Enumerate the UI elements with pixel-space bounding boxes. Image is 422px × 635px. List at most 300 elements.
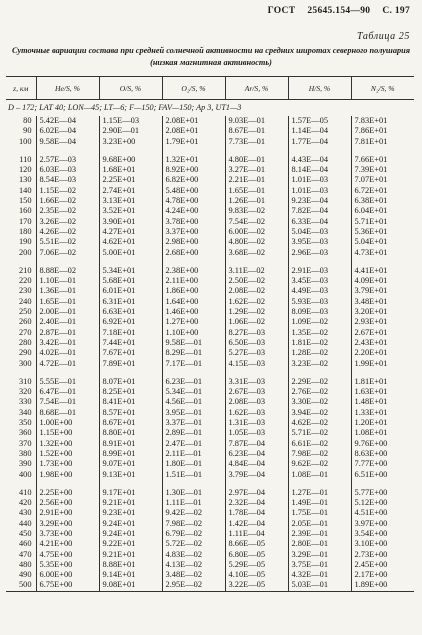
value-cell: 1.66E—02 (36, 196, 99, 206)
spacer-cell (288, 258, 351, 266)
value-cell: 7.86E+01 (351, 126, 414, 136)
value-cell: 2.97E—04 (225, 488, 288, 498)
value-cell: 1.06E—02 (225, 317, 288, 327)
altitude-cell: 200 (18, 247, 32, 257)
value-cell: 4.09E+01 (351, 276, 414, 286)
col-header-he: He/S, % (36, 77, 99, 100)
value-cell: 7.17E—01 (162, 359, 225, 369)
value-cell: 3.29E—01 (288, 550, 351, 560)
value-cell: 7.07E+01 (351, 175, 414, 185)
value-cell: 1.15E—03 (99, 116, 162, 126)
value-cell: 2.87E—01 (36, 328, 99, 338)
spacer-cell (288, 147, 351, 155)
spacer-cell (162, 147, 225, 155)
value-cell: 2.35E—02 (36, 206, 99, 216)
value-cell: 2.39E—01 (288, 529, 351, 539)
value-cell: 6.75E+00 (36, 580, 99, 590)
value-cell: 1.27E+00 (162, 317, 225, 327)
value-cell: 1.89E+00 (351, 580, 414, 590)
value-cell: 2.47E—01 (162, 439, 225, 449)
value-cell: 3.26E—02 (36, 217, 99, 227)
value-cell: 4.51E+00 (351, 508, 414, 518)
spacer-cell (6, 258, 36, 266)
value-cell: 3.54E+00 (351, 529, 414, 539)
value-cell: 4.15E—03 (225, 359, 288, 369)
value-cell: 1.73E+00 (36, 459, 99, 469)
value-cell: 8.88E—02 (36, 266, 99, 276)
value-cell: 8.67E+01 (99, 418, 162, 428)
altitude-cell: 500 (18, 580, 32, 590)
value-cell: 6.82E+00 (162, 175, 225, 185)
value-cell: 1.32E+00 (36, 439, 99, 449)
table-row (6, 126, 414, 136)
value-cell: 4.62E—02 (288, 418, 351, 428)
table-row (6, 338, 414, 348)
table-row (6, 539, 414, 549)
altitude-cell: 220 (18, 276, 32, 286)
value-cell: 6.01E+01 (99, 286, 162, 296)
value-cell: 7.98E—02 (288, 449, 351, 459)
value-cell: 1.79E+01 (162, 137, 225, 147)
value-cell: 1.01E—03 (288, 175, 351, 185)
value-cell: 1.28E—02 (288, 348, 351, 358)
value-cell: 5.42E—04 (36, 116, 99, 126)
value-cell: 2.20E+01 (351, 348, 414, 358)
altitude-cell: 310 (18, 376, 32, 386)
altitude-cell: 190 (18, 237, 32, 247)
value-cell: 4.43E—04 (288, 155, 351, 165)
condition-text: D – 172; LAT 40; LON—45; LT—6; F—150; FAV—150; Ap 3, UT1—3 (8, 103, 242, 112)
spacer-cell (36, 369, 99, 377)
value-cell: 3.22E—05 (225, 580, 288, 590)
table-row (6, 348, 414, 358)
value-cell: 9.23E—04 (288, 196, 351, 206)
value-cell: 9.42E—02 (162, 508, 225, 518)
spacer-cell (351, 369, 414, 377)
value-cell: 2.00E—01 (36, 307, 99, 317)
value-cell: 9.14E+01 (99, 570, 162, 580)
value-cell: 1.10E+00 (162, 328, 225, 338)
value-cell: 9.13E+01 (99, 470, 162, 480)
value-cell: 2.90E—01 (99, 126, 162, 136)
value-cell: 6.02E—04 (36, 126, 99, 136)
value-cell: 7.73E—01 (225, 137, 288, 147)
altitude-cell: 260 (18, 317, 32, 327)
altitude-cell: 360 (18, 428, 32, 438)
value-cell: 8.54E—03 (36, 175, 99, 185)
altitude-cell: 410 (18, 487, 32, 497)
value-cell: 2.91E—03 (288, 266, 351, 276)
value-cell: 2.32E—04 (225, 498, 288, 508)
value-cell: 6.92E+01 (99, 317, 162, 327)
value-cell: 4.80E—02 (225, 237, 288, 247)
table-row (6, 186, 414, 196)
value-cell: 1.51E—01 (162, 470, 225, 480)
table-row (6, 217, 414, 227)
altitude-cell: 370 (18, 438, 32, 448)
value-cell: 2.38E+00 (162, 266, 225, 276)
value-cell: 5.48E+00 (162, 186, 225, 196)
value-cell: 3.73E+00 (36, 529, 99, 539)
value-cell: 1.52E+00 (36, 449, 99, 459)
value-cell: 2.11E+00 (162, 276, 225, 286)
value-cell: 2.56E+00 (36, 498, 99, 508)
value-cell: 7.89E+01 (99, 359, 162, 369)
value-cell: 6.31E+01 (99, 297, 162, 307)
value-cell: 1.26E—01 (225, 196, 288, 206)
value-cell: 2.08E—03 (225, 397, 288, 407)
value-cell: 7.77E+00 (351, 459, 414, 469)
altitude-cell: 240 (18, 296, 32, 306)
table-row (6, 397, 414, 407)
value-cell: 8.66E—05 (225, 539, 288, 549)
table-row (6, 175, 414, 185)
altitude-cell: 350 (18, 418, 32, 428)
value-cell: 3.23E+00 (99, 137, 162, 147)
value-cell: 5.36E+01 (351, 227, 414, 237)
spacer-cell (288, 369, 351, 377)
value-cell: 6.23E—04 (225, 449, 288, 459)
col-header-z: z, км (6, 77, 36, 100)
altitude-cell: 90 (23, 126, 32, 136)
value-cell: 1.65E—01 (225, 186, 288, 196)
value-cell: 4.02E—01 (36, 348, 99, 358)
value-cell: 1.49E—01 (288, 498, 351, 508)
value-cell: 6.47E—01 (36, 387, 99, 397)
value-cell: 1.15E+00 (36, 428, 99, 438)
altitude-cell: 110 (19, 154, 32, 164)
value-cell: 4.84E—04 (225, 459, 288, 469)
value-cell: 6.80E—05 (225, 550, 288, 560)
value-cell: 8.09E—03 (288, 307, 351, 317)
spacer-cell (99, 480, 162, 488)
value-cell: 7.81E+01 (351, 137, 414, 147)
value-cell: 1.30E—01 (162, 488, 225, 498)
value-cell: 8.91E+01 (99, 439, 162, 449)
value-cell: 5.35E+00 (36, 560, 99, 570)
value-cell: 4.75E+00 (36, 550, 99, 560)
spacer-cell (351, 258, 414, 266)
altitude-cell: 80 (23, 116, 32, 125)
value-cell: 6.79E—02 (162, 529, 225, 539)
value-cell: 6.50E—03 (225, 338, 288, 348)
value-cell: 2.08E—02 (225, 286, 288, 296)
table-row (6, 408, 414, 418)
table-row (6, 418, 414, 428)
value-cell: 1.46E+00 (162, 307, 225, 317)
col-header-n2: N₂/S, % (351, 77, 414, 100)
value-cell: 2.68E+00 (162, 248, 225, 258)
spacer-cell (225, 147, 288, 155)
value-cell: 5.04E—03 (288, 227, 351, 237)
header-row (6, 77, 414, 100)
value-cell: 5.55E—01 (36, 377, 99, 387)
altitude-cell: 380 (18, 448, 32, 458)
value-cell: 1.42E—04 (225, 519, 288, 529)
spacer-cell (162, 369, 225, 377)
altitude-cell: 320 (18, 387, 32, 397)
altitude-cell: 130 (18, 175, 32, 185)
table-row (6, 488, 414, 498)
value-cell: 7.83E+01 (351, 116, 414, 126)
value-cell: 1.80E—01 (162, 459, 225, 469)
value-cell: 2.80E—01 (288, 539, 351, 549)
col-header-o: O/S, % (99, 77, 162, 100)
value-cell: 1.15E—02 (36, 186, 99, 196)
table-row (6, 580, 414, 590)
value-cell: 2.98E+00 (162, 237, 225, 247)
value-cell: 3.79E—04 (225, 470, 288, 480)
table-row (6, 508, 414, 518)
col-header-h: H/S, % (288, 77, 351, 100)
altitude-cell: 340 (18, 407, 32, 417)
altitude-cell: 290 (18, 348, 32, 358)
value-cell: 5.51E—02 (36, 237, 99, 247)
table-row (6, 227, 414, 237)
spacer-cell (6, 480, 36, 488)
value-cell: 2.43E+01 (351, 338, 414, 348)
value-cell: 2.50E—02 (225, 276, 288, 286)
value-cell: 2.45E+00 (351, 560, 414, 570)
altitude-cell: 150 (18, 196, 32, 206)
value-cell: 9.21E+01 (99, 550, 162, 560)
value-cell: 1.31E—03 (225, 418, 288, 428)
value-cell: 8.67E—01 (225, 126, 288, 136)
group-spacer (6, 147, 414, 155)
col-header-o2: O₂/S, % (162, 77, 225, 100)
value-cell: 6.61E—02 (288, 439, 351, 449)
value-cell: 8.68E—01 (36, 408, 99, 418)
value-cell: 9.58E—04 (36, 137, 99, 147)
value-cell: 1.35E—02 (288, 328, 351, 338)
value-cell: 6.04E+01 (351, 206, 414, 216)
value-cell: 5.34E+01 (99, 266, 162, 276)
table-row (6, 470, 414, 480)
value-cell: 3.13E+01 (99, 196, 162, 206)
value-cell: 5.34E—01 (162, 387, 225, 397)
value-cell: 3.11E—02 (225, 266, 288, 276)
table-row (6, 498, 414, 508)
table-row (6, 248, 414, 258)
value-cell: 3.97E+00 (351, 519, 414, 529)
value-cell: 2.17E+00 (351, 570, 414, 580)
table-row (6, 387, 414, 397)
value-cell: 4.32E—01 (288, 570, 351, 580)
value-cell: 7.18E+01 (99, 328, 162, 338)
value-cell: 9.07E+01 (99, 459, 162, 469)
value-cell: 5.03E—01 (288, 580, 351, 590)
value-cell: 1.11E—01 (162, 498, 225, 508)
table-row (6, 276, 414, 286)
value-cell: 7.87E—04 (225, 439, 288, 449)
value-cell: 7.54E—02 (225, 217, 288, 227)
value-cell: 3.95E—01 (162, 408, 225, 418)
table-row (6, 377, 414, 387)
table-row (6, 459, 414, 469)
altitude-cell: 420 (18, 498, 32, 508)
value-cell: 5.00E+01 (99, 248, 162, 258)
altitude-cell: 100 (18, 136, 32, 146)
spacer-cell (162, 258, 225, 266)
value-cell: 8.41E+01 (99, 397, 162, 407)
value-cell: 2.74E+01 (99, 186, 162, 196)
value-cell: 6.03E—03 (36, 165, 99, 175)
value-cell: 2.21E—01 (225, 175, 288, 185)
value-cell: 3.94E—02 (288, 408, 351, 418)
value-cell: 2.25E+01 (99, 175, 162, 185)
table-row (6, 116, 414, 126)
value-cell: 2.11E—01 (162, 449, 225, 459)
value-cell: 9.83E—02 (225, 206, 288, 216)
value-cell: 8.92E+00 (162, 165, 225, 175)
value-cell: 3.45E—03 (288, 276, 351, 286)
value-cell: 8.88E+01 (99, 560, 162, 570)
spacer-cell (351, 147, 414, 155)
altitude-cell: 170 (18, 216, 32, 226)
value-cell: 6.51E+00 (351, 470, 414, 480)
spacer-cell (162, 480, 225, 488)
altitude-cell: 230 (18, 286, 32, 296)
table-row (6, 297, 414, 307)
spacer-cell (99, 258, 162, 266)
value-cell: 5.12E+00 (351, 498, 414, 508)
value-cell: 4.26E—02 (36, 227, 99, 237)
value-cell: 4.13E—02 (162, 560, 225, 570)
value-cell: 3.29E+00 (36, 519, 99, 529)
table-label: Таблица 25 (357, 31, 410, 42)
value-cell: 6.00E+00 (36, 570, 99, 580)
value-cell: 1.08E—01 (288, 470, 351, 480)
value-cell: 3.10E+00 (351, 539, 414, 549)
value-cell: 7.44E+01 (99, 338, 162, 348)
value-cell: 3.75E—01 (288, 560, 351, 570)
value-cell: 1.81E+01 (351, 377, 414, 387)
value-cell: 3.37E—01 (162, 418, 225, 428)
value-cell: 1.33E+01 (351, 408, 414, 418)
value-cell: 2.08E+01 (162, 126, 225, 136)
value-cell: 1.11E—04 (225, 529, 288, 539)
value-cell: 3.48E—02 (162, 570, 225, 580)
value-cell: 1.29E—02 (225, 307, 288, 317)
value-cell: 5.93E—03 (288, 297, 351, 307)
value-cell: 8.27E—03 (225, 328, 288, 338)
table-row (6, 317, 414, 327)
value-cell: 1.77E—04 (288, 137, 351, 147)
altitude-cell: 210 (18, 265, 32, 275)
value-cell: 1.08E+01 (351, 428, 414, 438)
value-cell: 4.56E—01 (162, 397, 225, 407)
value-cell: 3.95E—03 (288, 237, 351, 247)
value-cell: 1.27E—01 (288, 488, 351, 498)
altitude-cell: 440 (18, 518, 32, 528)
altitude-cell: 120 (18, 165, 32, 175)
value-cell: 4.10E—05 (225, 570, 288, 580)
value-cell: 4.73E+01 (351, 248, 414, 258)
value-cell: 8.57E+01 (99, 408, 162, 418)
value-cell: 1.86E+00 (162, 286, 225, 296)
header-number: 25645.154—90 (307, 6, 371, 16)
value-cell: 1.62E—02 (225, 297, 288, 307)
header-gost: ГОСТ (267, 6, 296, 16)
spacer-cell (225, 369, 288, 377)
value-cell: 6.38E+01 (351, 196, 414, 206)
altitude-cell: 400 (18, 469, 32, 479)
value-cell: 8.07E+01 (99, 377, 162, 387)
table-body (6, 100, 414, 591)
value-cell: 2.93E+01 (351, 317, 414, 327)
altitude-cell: 430 (18, 508, 32, 518)
value-cell: 9.08E+01 (99, 580, 162, 590)
value-cell: 2.05E—01 (288, 519, 351, 529)
value-cell: 3.31E—03 (225, 377, 288, 387)
value-cell: 6.23E—01 (162, 377, 225, 387)
altitude-cell: 390 (18, 459, 32, 469)
spacer-cell (99, 147, 162, 155)
value-cell: 3.48E+01 (351, 297, 414, 307)
value-cell: 2.08E+01 (162, 116, 225, 126)
table-row (6, 449, 414, 459)
value-cell: 6.33E—04 (288, 217, 351, 227)
value-cell: 3.30E—02 (288, 397, 351, 407)
altitude-cell: 160 (18, 206, 32, 216)
value-cell: 4.27E+01 (99, 227, 162, 237)
table-row (6, 266, 414, 276)
value-cell: 9.22E+01 (99, 539, 162, 549)
altitude-cell: 280 (18, 337, 32, 347)
value-cell: 1.65E—01 (36, 297, 99, 307)
table-row (6, 439, 414, 449)
value-cell: 4.83E—02 (162, 550, 225, 560)
value-cell: 7.06E—02 (36, 248, 99, 258)
value-cell: 9.68E+00 (99, 155, 162, 165)
table-row (6, 560, 414, 570)
page-header (256, 6, 410, 16)
value-cell: 5.77E+00 (351, 488, 414, 498)
value-cell: 9.03E—01 (225, 116, 288, 126)
altitude-cell: 470 (18, 549, 32, 559)
spacer-cell (36, 147, 99, 155)
altitude-cell: 460 (18, 539, 32, 549)
value-cell: 4.49E—03 (288, 286, 351, 296)
value-cell: 1.68E+01 (99, 165, 162, 175)
condition-row (6, 100, 414, 117)
value-cell: 3.42E—01 (36, 338, 99, 348)
value-cell: 5.72E—02 (162, 539, 225, 549)
table-row (6, 137, 414, 147)
value-cell: 5.29E—05 (225, 560, 288, 570)
value-cell: 9.17E+01 (99, 488, 162, 498)
table-bottom-rule (6, 591, 414, 592)
value-cell: 1.10E—01 (36, 276, 99, 286)
value-cell: 8.29E—01 (162, 348, 225, 358)
value-cell: 4.72E—01 (36, 359, 99, 369)
spacer-cell (351, 480, 414, 488)
table-row (6, 359, 414, 369)
value-cell: 1.57E—05 (288, 116, 351, 126)
table-row (6, 328, 414, 338)
value-cell: 1.62E—03 (225, 408, 288, 418)
value-cell: 5.68E+01 (99, 276, 162, 286)
value-cell: 2.73E+00 (351, 550, 414, 560)
value-cell: 4.21E+00 (36, 539, 99, 549)
value-cell: 5.71E+01 (351, 217, 414, 227)
spacer-cell (225, 480, 288, 488)
altitude-cell: 330 (18, 397, 32, 407)
spacer-cell (225, 258, 288, 266)
value-cell: 4.62E+01 (99, 237, 162, 247)
table-row (6, 196, 414, 206)
value-cell: 1.01E—03 (288, 186, 351, 196)
